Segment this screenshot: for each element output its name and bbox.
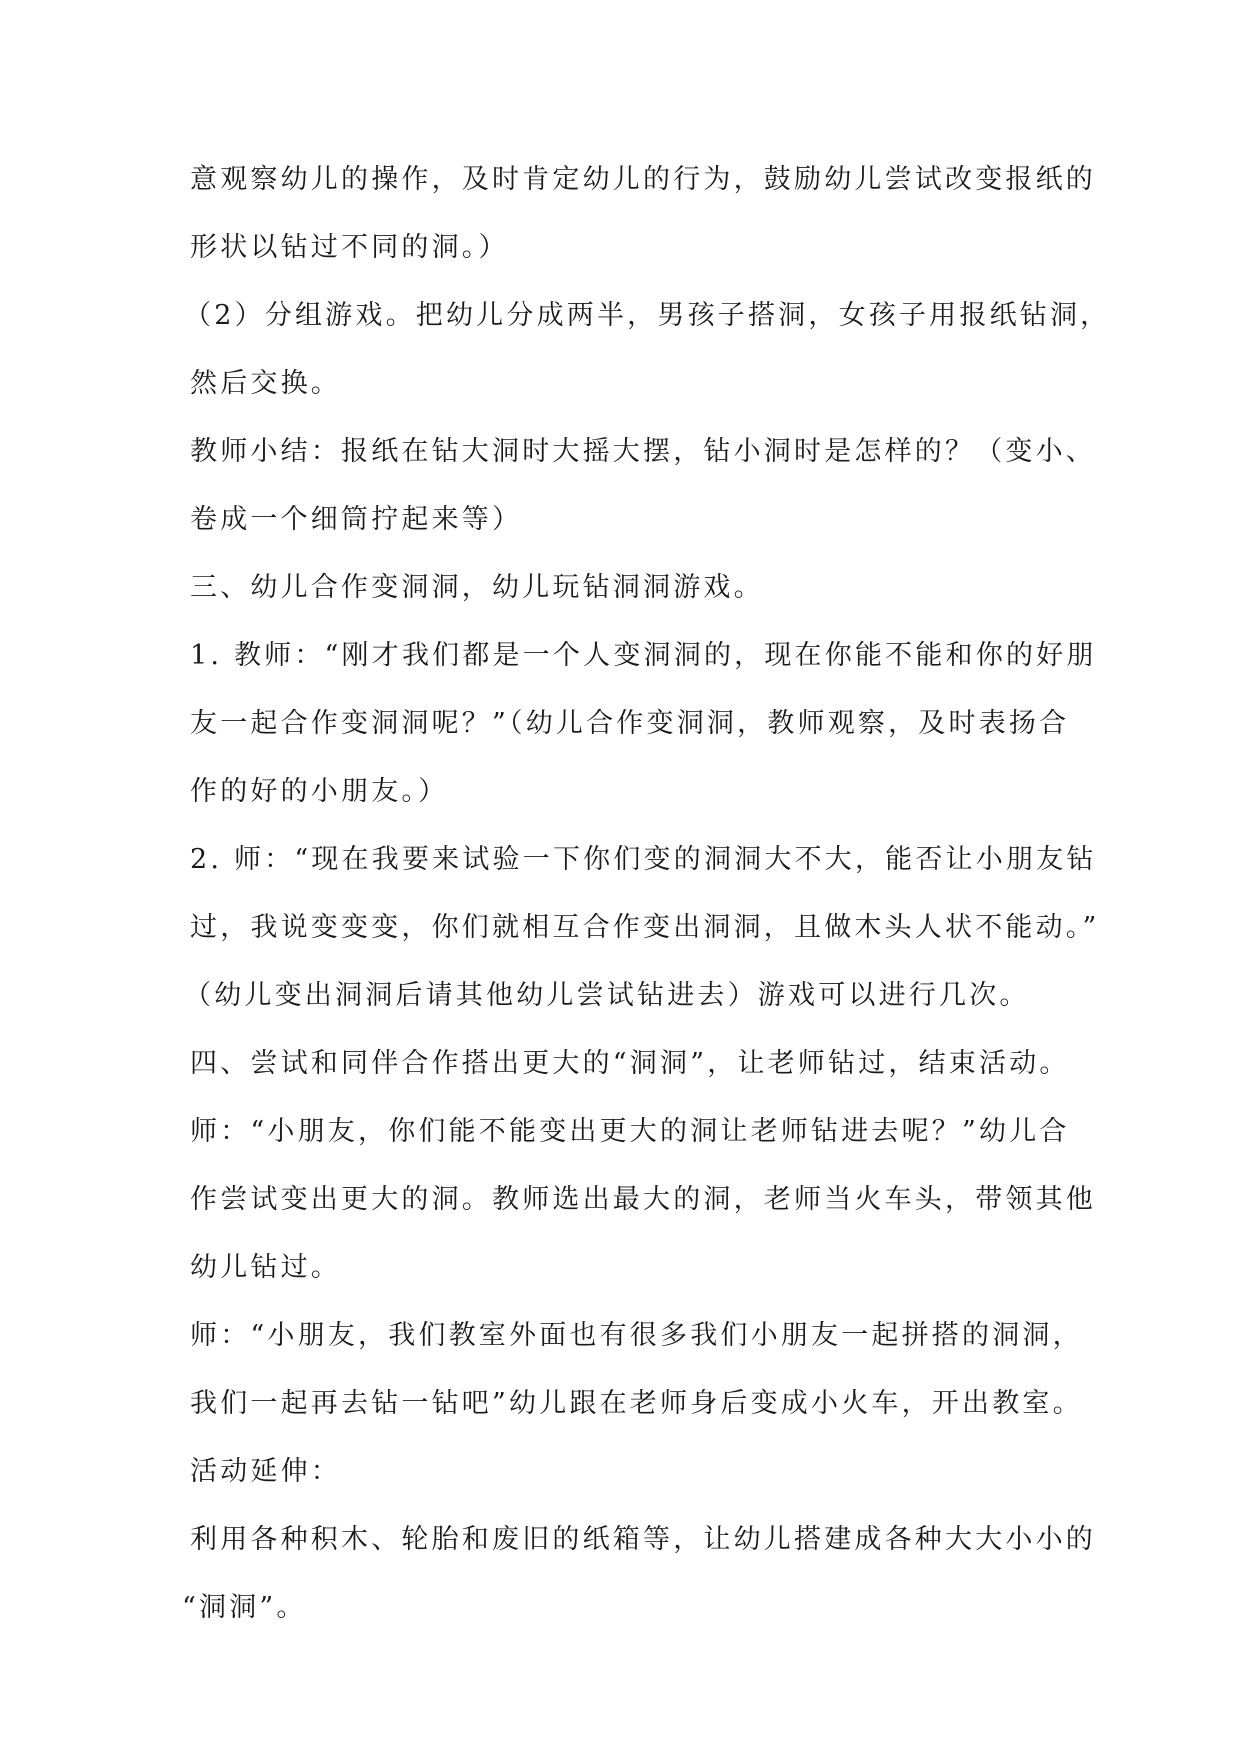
text-line: “洞洞”。 [182,1592,307,1623]
text-line: （2）分组游戏。把幼儿分成两半，男孩子搭洞，女孩子用报纸钻洞， [184,300,1111,331]
text-line: 作的好的小朋友。） [190,776,449,807]
text-line: 卷成一个细筒拧起来等） [190,504,523,535]
text-line: 师：“小朋友，你们能不能变出更大的洞让老师钻进去呢？”幼儿合 [190,1116,1070,1147]
text-line: 然后交换。 [190,368,341,399]
text-line: 友一起合作变洞洞呢？”（幼儿合作变洞洞，教师观察，及时表扬合 [190,708,1070,739]
section-heading: 活动延伸： [190,1456,341,1487]
text-line: 1. 教师：“刚才我们都是一个人变洞洞的，现在你能不能和你的好朋 [190,640,1097,671]
text-line: 教师小结：报纸在钻大洞时大摇大摆，钻小洞时是怎样的？（变小、 [190,436,1096,467]
text-line: 意观察幼儿的操作，及时肯定幼儿的行为，鼓励幼儿尝试改变报纸的 [190,164,1096,195]
section-heading: 三、幼儿合作变洞洞，幼儿玩钻洞洞游戏。 [190,572,764,603]
text-line: 幼儿钻过。 [190,1252,341,1283]
text-line: 我们一起再去钻一钻吧”幼儿跟在老师身后变成小火车，开出教室。 [190,1388,1083,1419]
text-line: 2. 师：“现在我要来试验一下你们变的洞洞大不大，能否让小朋友钻 [190,844,1097,875]
document-body [182,158,1111,1654]
text-line: 形状以钻过不同的洞。） [190,232,509,263]
text-line: （幼儿变出洞洞后请其他幼儿尝试钻进去）游戏可以进行几次。 [184,980,1030,1011]
section-heading: 四、尝试和同伴合作搭出更大的“洞洞”，让老师钻过，结束活动。 [190,1048,1070,1079]
text-line: 作尝试变出更大的洞。教师选出最大的洞，老师当火车头，带领其他 [190,1184,1096,1215]
text-line: 利用各种积木、轮胎和废旧的纸箱等，让幼儿搭建成各种大大小小的 [190,1524,1096,1555]
text-line: 过，我说变变变，你们就相互合作变出洞洞，且做木头人状不能动。” [190,912,1100,943]
text-line: 师：“小朋友，我们教室外面也有很多我们小朋友一起拼搭的洞洞， [190,1320,1083,1351]
